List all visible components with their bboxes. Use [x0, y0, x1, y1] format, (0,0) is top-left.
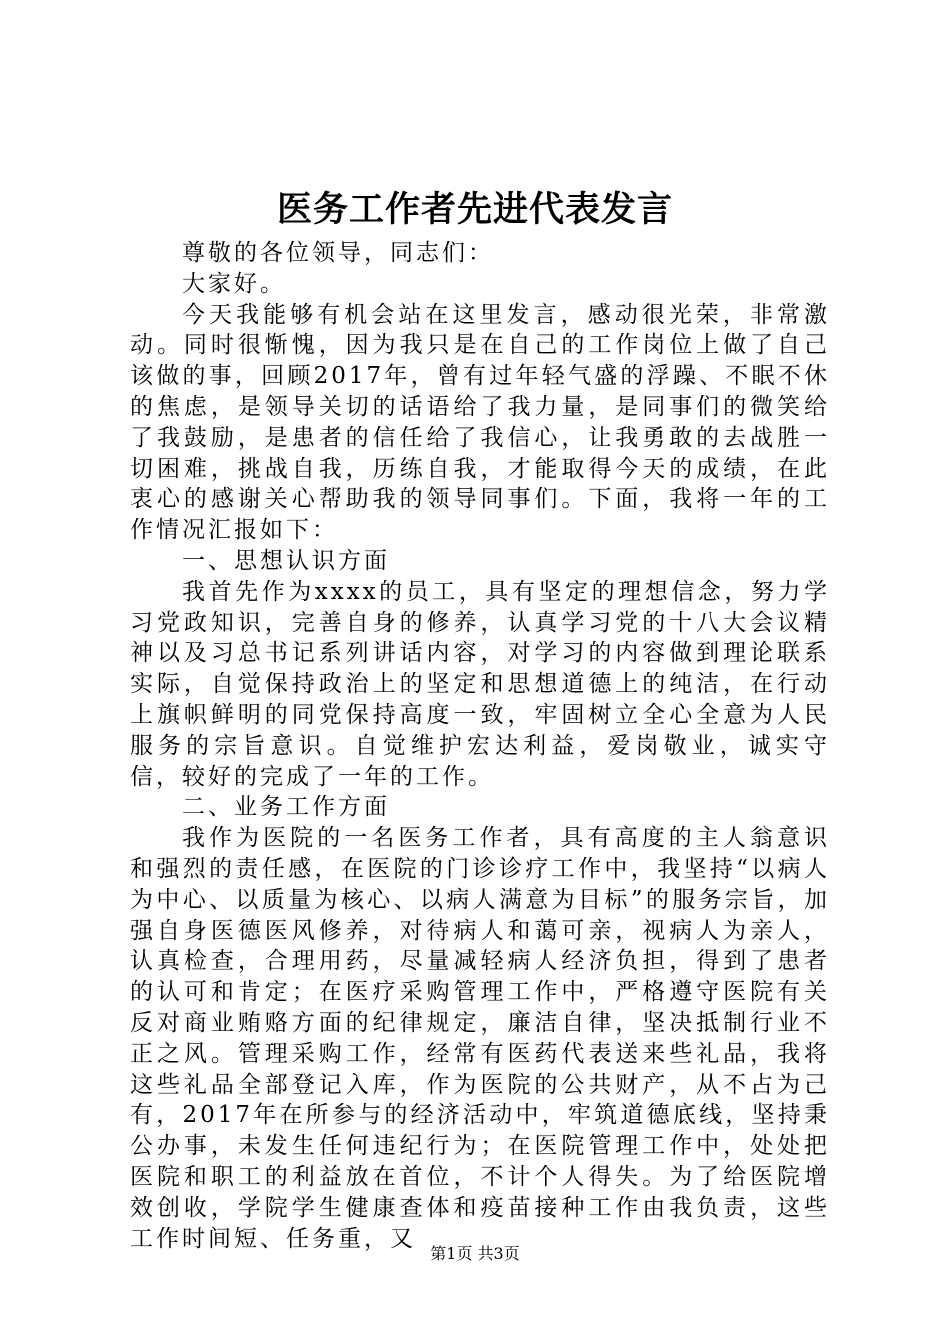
salutation: 尊敬的各位领导，同志们： — [182, 240, 494, 266]
intro-paragraph: 今天我能够有机会站在这里发言，感动很光荣，非常激动。同时很惭愧，因为我只是在自己的工作岗位上做了自己该做的事，回顾2017年，曾有过年轻气盛的浮躁、不眠不休的焦虑，是领导关切的话语给了我力量，是同事们的微笑给了我鼓励，是患者的信任给了我信心，让我勇敢的去战胜一切困难，挑战自我，历练自我，才能取得今天的成绩，在此衷心的感谢关心帮助我的领导同事们。下面，我将一年的工作情况汇报如下： — [130, 301, 830, 544]
greeting: 大家好。 — [182, 270, 286, 297]
ideology-paragraph: 我首先作为xxxx的员工，具有坚定的理想信念，努力学习党政知识，完善自身的修养，认真学习党的十八大会议精神以及习总书记系列讲话内容，对学习的内容做到理论联系实际，自觉保持政治上的坚定和思想道德上的纯洁，在行动上旗帜鲜明的同党保持高度一致，牢固树立全心全意为人民服务的宗旨意识。自觉维护宏达利益，爱岗敬业，诚实守信，较好的完成了一年的工作。 — [130, 578, 830, 790]
page-footer: 第1页 共3页 — [430, 1244, 520, 1263]
work-paragraph: 我作为医院的一名医务工作者，具有高度的主人翁意识和强烈的责任感，在医院的门诊诊疗工作中，我坚持“以病人为中心、以质量为核心、以病人满意为目标”的服务宗旨，加强自身医德医风修养，对待病人和蔼可亲，视病人为亲人，认真检查，合理用药，尽量减轻病人经济负担，得到了患者的认可和肯定；在医疗采购管理工作中，严格遵守医院有关反对商业贿赂方面的纪律规定，廉洁自律，坚决抵制行业不正之风。管理采购工作，经常有医药代表送来些礼品，我将这些礼品全部登记入库，作为医院的公共财产，从不占为己有，2017年在所参与的经济活动中，牢筑道德底线，坚持秉公办事，未发生任何违纪行为；在医院管理工作中，处处把医院和职工的利益放在首位，不计个人得失。为了给医院增效创收，学院学生健康查体和疫苗接种工作由我负责，这些工作时间短、任务重，又 — [130, 825, 830, 1252]
section-heading-ideology: 一、思想认识方面 — [182, 547, 390, 574]
section-heading-work: 二、业务工作方面 — [182, 794, 390, 821]
document-title: 医务工作者先进代表发言 — [276, 189, 673, 230]
document-body — [130, 238, 830, 1254]
